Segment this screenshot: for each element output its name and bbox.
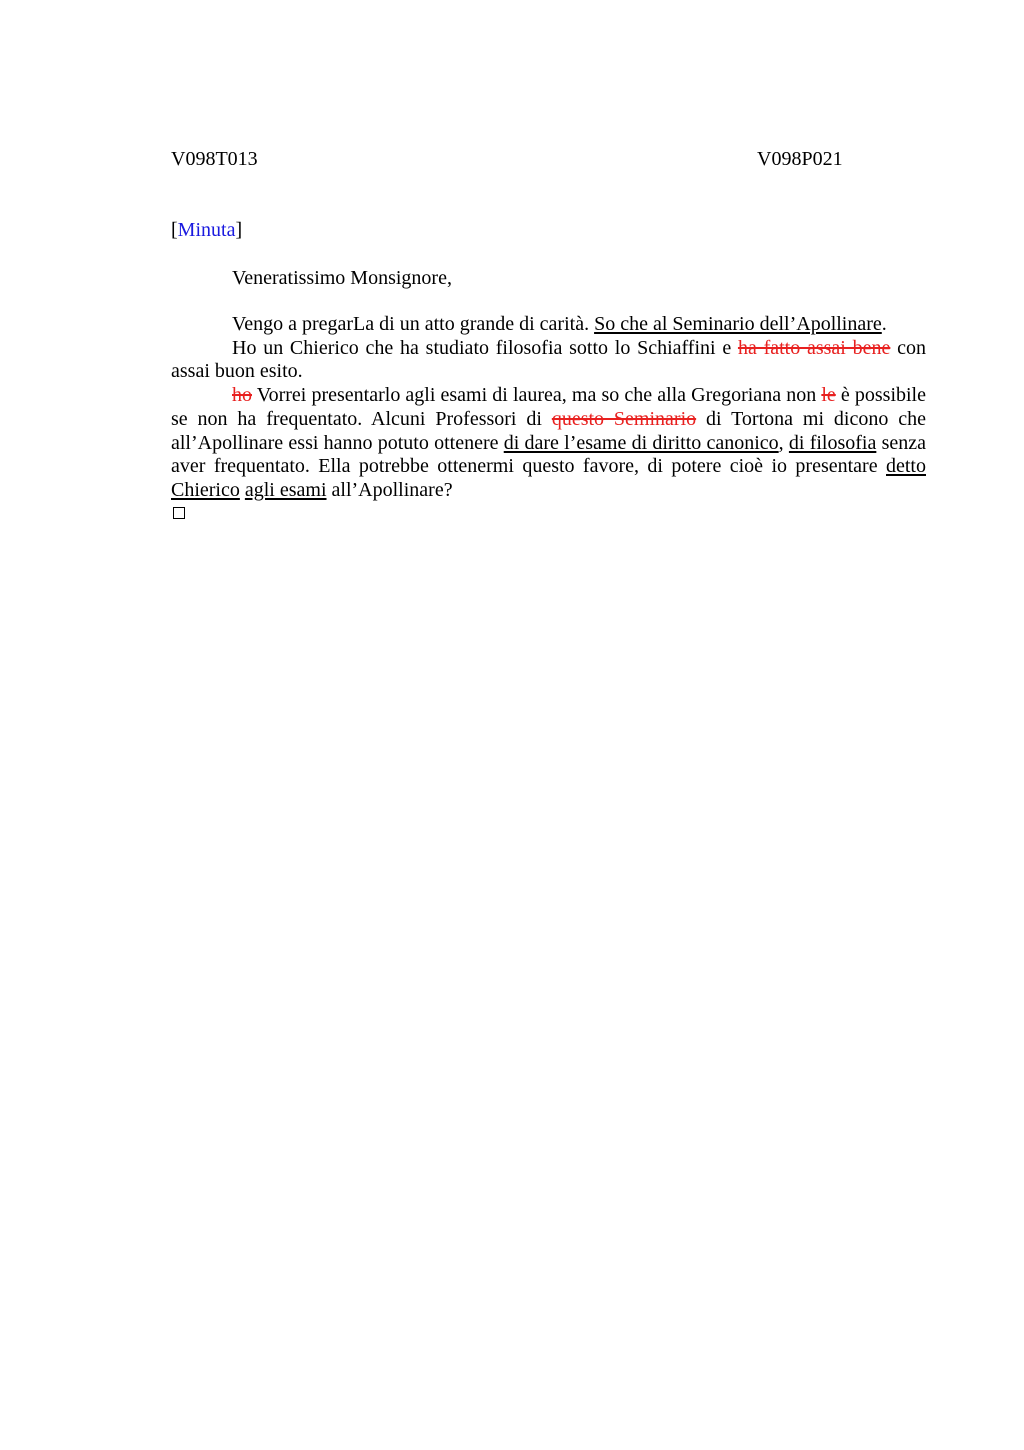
paragraph-1 — [171, 313, 926, 337]
paragraph-2 — [171, 337, 926, 384]
paragraph-2-text-2: con assai buon esito. — [171, 336, 926, 383]
paragraph-3-text-1: Vorrei presentarlo agli esami di laurea, ma so che alla Gregoriana non — [252, 384, 822, 407]
deleted-text: le — [821, 384, 836, 407]
paragraph-3-text-2: è possibile se non ha frequentato. Alcuni Professori di — [171, 384, 926, 430]
paragraph-3-text-4: , — [778, 431, 789, 454]
paragraph-1-text-2: . — [881, 313, 887, 335]
empty-square-icon — [173, 507, 185, 519]
label-close-bracket: ] — [235, 219, 243, 241]
label-open-bracket: [ — [171, 219, 178, 241]
paragraph-3-text-5: senza aver frequentato. Ella potrebbe ottenermi questo favore, di potere cioè io presentare — [171, 431, 926, 478]
underlined-text: detto — [886, 455, 926, 478]
paragraph-1-text-1: Vengo a pregarLa di un atto grande di carità. — [232, 313, 595, 335]
deleted-text: ho — [232, 384, 252, 407]
underlined-text: agli esami — [244, 478, 327, 501]
salutation: Veneratissimo Monsignore, — [232, 267, 452, 289]
paragraph-3-text-3: di Tortona mi dicono che all’Apollinare essi hanno potuto ottenere — [171, 407, 926, 454]
letter-body — [171, 313, 926, 503]
paragraph-3-text-8: all’Apollinare? — [326, 478, 453, 501]
underlined-text: di filosofia — [788, 431, 877, 454]
document-code-left: V098T013 — [171, 148, 258, 170]
deleted-text: ha fatto assai bene — [737, 336, 891, 359]
document-code-right: V098P021 — [757, 148, 843, 170]
underlined-text: So che al Seminario dell’Apollinare — [594, 313, 882, 335]
underlined-text: Chierico — [171, 478, 240, 501]
label-minuta: Minuta — [177, 219, 236, 241]
paragraph-2-text-1: Ho un Chierico che ha studiato filosofia sotto lo Schiaffini e — [232, 336, 738, 359]
deleted-text: questo Seminario — [551, 407, 697, 430]
document-type-label — [171, 218, 242, 242]
underlined-text: di dare l’esame di diritto canonico — [503, 431, 779, 454]
paragraph-3 — [171, 384, 926, 503]
